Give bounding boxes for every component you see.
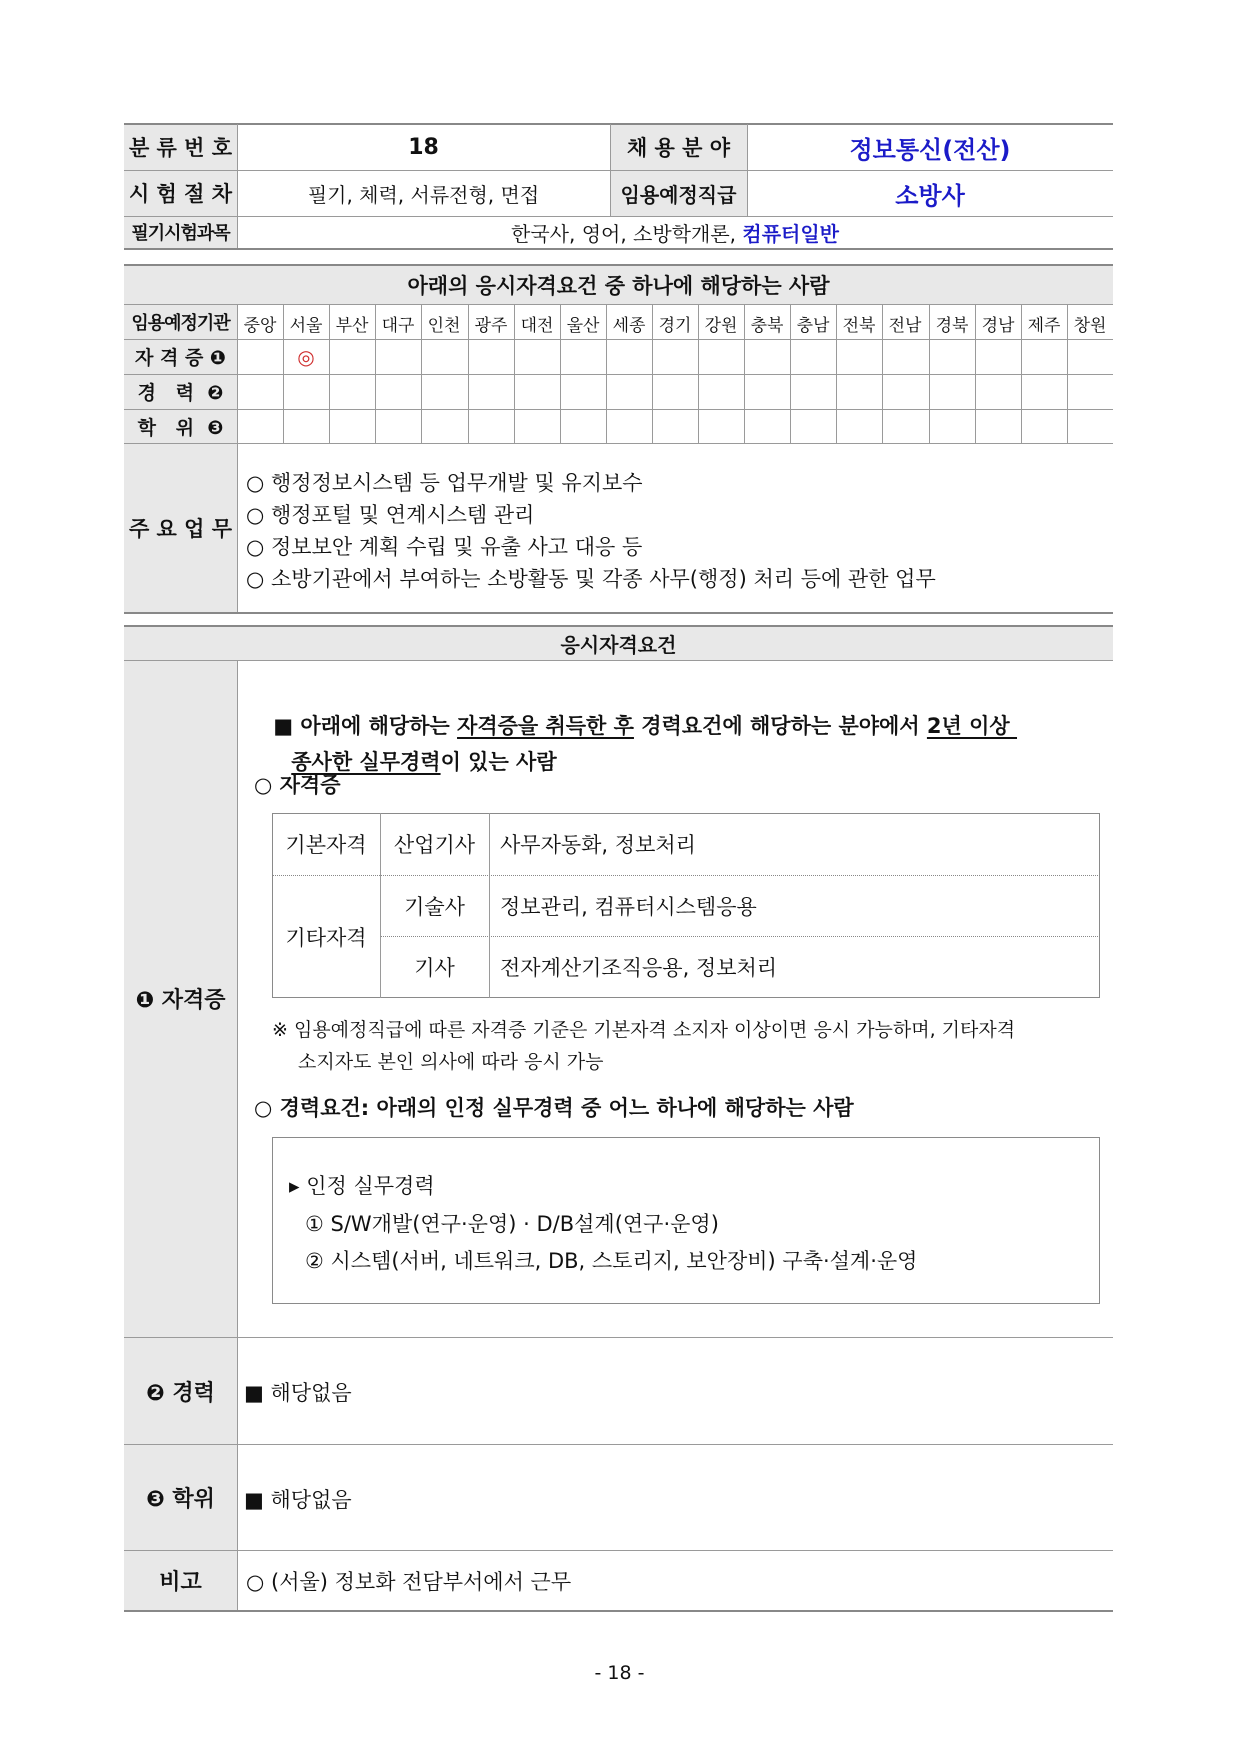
- region-label: 제주: [1027, 316, 1061, 336]
- procedure-label: 시 험 절 차: [128, 182, 233, 206]
- cert-other-items-2: 전자계산기조직응용, 정보처리: [500, 956, 778, 980]
- region-label: 중앙: [243, 316, 277, 336]
- main-line1-underline1: 자격증을 취득한 후: [457, 714, 634, 738]
- cert-basic-label: 기본자격: [285, 833, 367, 857]
- career-item-1: ① S/W개발(연구·운영) · D/B설계(연구·운영): [305, 1212, 719, 1236]
- region-label: 강원: [704, 316, 738, 336]
- criteria-row-label: 학 위 ❸: [137, 417, 224, 439]
- procedure-value: 필기, 체력, 서류전형, 면접: [307, 182, 540, 207]
- region-label: 전북: [842, 316, 876, 336]
- career-section-value: ■ 해당없음: [244, 1381, 352, 1405]
- remarks-label: 비고: [159, 1570, 202, 1595]
- region-label: 충북: [750, 316, 784, 336]
- cert-note-line1: ※ 임용예정직급에 따른 자격증 기준은 기본자격 소지자 이상이면 응시 가능하며, 기타자격: [272, 1019, 1016, 1041]
- region-label: 창원: [1073, 316, 1107, 336]
- subjects-plain: 한국사, 영어, 소방학개론,: [511, 221, 743, 246]
- main-line2-underline: 종사한 실무경력: [291, 750, 441, 774]
- main-line1-a: ■ 아래에 해당하는: [273, 714, 458, 738]
- region-label: 경기: [658, 316, 692, 336]
- criteria-row-label: 자 격 증 ❶: [135, 347, 226, 369]
- class-number-value: 18: [408, 134, 439, 160]
- rank-label: 임용예정직급: [620, 182, 737, 207]
- degree-section-value: ■ 해당없음: [244, 1488, 352, 1512]
- page-number: - 18 -: [594, 1662, 645, 1684]
- career-section-label: ❷ 경력: [146, 1380, 215, 1406]
- subjects-highlight: 컴퓨터일반: [742, 221, 839, 246]
- duty-item-3: ○ 정보보안 계획 수립 및 유출 사고 대응 등: [246, 535, 643, 559]
- criteria-mark: ◎: [297, 345, 315, 369]
- duty-item-1: ○ 행정정보시스템 등 업무개발 및 유지보수: [246, 471, 643, 495]
- cert-heading: ○ 자격증: [254, 773, 341, 797]
- cert-section-label: ❶ 자격증: [135, 988, 226, 1013]
- remarks-value: ○ (서울) 정보화 전담부서에서 근무: [246, 1570, 572, 1594]
- class-number-label: 분 류 번 호: [128, 136, 233, 160]
- cert-basic-level: 산업기사: [393, 833, 476, 857]
- main-line1-underline2: 2년 이상: [926, 714, 1018, 738]
- career-heading: ○ 경력요건: 아래의 인정 실무경력 중 어느 하나에 해당하는 사람: [254, 1096, 854, 1120]
- requirements-title: 응시자격요건: [560, 632, 677, 657]
- region-label: 대구: [381, 316, 415, 336]
- cert-other-label: 기타자격: [285, 925, 367, 950]
- region-label: 충남: [796, 316, 830, 336]
- region-label: 경북: [935, 316, 969, 336]
- main-line1-b: 경력요건에 해당하는 분야에서: [633, 714, 927, 738]
- main-line2-b: 이 있는 사람: [440, 750, 557, 774]
- region-label: 전남: [888, 316, 922, 336]
- career-box-title: ▸ 인정 실무경력: [289, 1174, 435, 1198]
- duty-item-2: ○ 행정포털 및 연계시스템 관리: [246, 503, 535, 527]
- duty-item-4: ○ 소방기관에서 부여하는 소방활동 및 각종 사무(행정) 처리 등에 관한 업무: [246, 567, 936, 591]
- region-label: 경남: [981, 316, 1015, 336]
- region-label: 부산: [335, 316, 369, 336]
- region-label: 광주: [474, 316, 508, 336]
- subjects-value: [237, 216, 1113, 248]
- career-item-2: ② 시스템(서버, 네트워크, DB, 스토리지, 보안장비) 구축·설계·운영: [305, 1249, 918, 1273]
- degree-section-label: ❸ 학위: [146, 1487, 215, 1512]
- cert-other-level-2: 기사: [414, 956, 455, 980]
- criteria-row-label: 경 력 ❷: [137, 382, 224, 404]
- cert-other-items-1: 정보관리, 컴퓨터시스템응용: [500, 894, 757, 919]
- field-label: 채 용 분 야: [626, 136, 731, 160]
- region-label: 세종: [612, 316, 646, 336]
- cert-basic-items: 사무자동화, 정보처리: [500, 833, 696, 857]
- duties-label: 주 요 업 무: [128, 517, 233, 541]
- region-label: 서울: [289, 316, 323, 336]
- rank-value: 소방사: [895, 181, 965, 210]
- cert-other-level-1: 기술사: [404, 894, 465, 919]
- eligibility-title: 아래의 응시자격요건 중 하나에 해당하는 사람: [407, 273, 830, 298]
- region-label: 인천: [427, 316, 461, 336]
- regions-label: 임용예정기관: [131, 312, 230, 334]
- cert-note-line2: 소지자도 본인 의사에 따라 응시 가능: [298, 1051, 604, 1073]
- field-value: 정보통신(전산): [849, 135, 1011, 164]
- region-label: 울산: [566, 316, 600, 336]
- subjects-label: 필기시험과목: [131, 223, 230, 244]
- region-label: 대전: [520, 316, 554, 336]
